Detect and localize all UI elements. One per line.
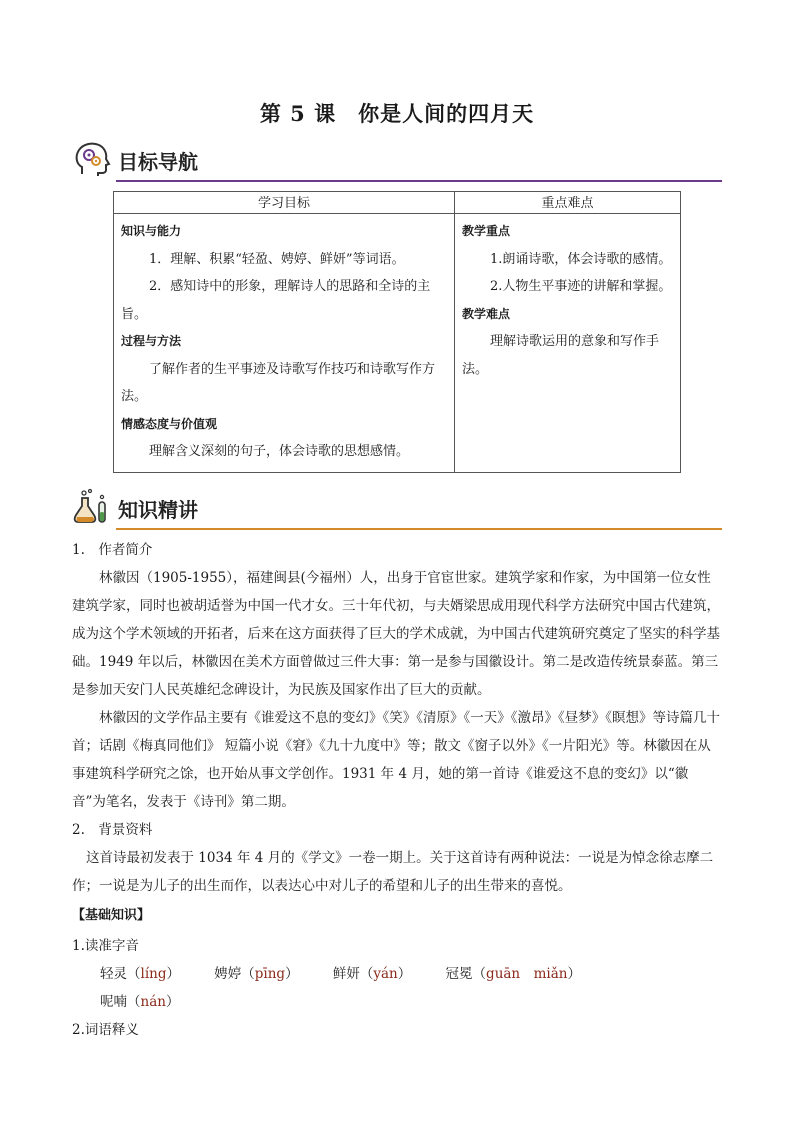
keypoint-subhead: 教学难点 — [462, 306, 511, 321]
page-title: 第 5 课 你是人间的四月天 — [259, 101, 535, 126]
basic-knowledge-head: 【基础知识】 — [72, 908, 151, 923]
goal-item: 1．理解、积累“轻盈、娉婷、鲜妍”等词语。 — [149, 251, 405, 267]
keypoint-subhead: 教学重点 — [462, 224, 511, 238]
pinyin-item: 轻灵（líng） — [100, 966, 180, 982]
subsection-title: 1. 作者简介 — [72, 542, 153, 558]
pinyin-item: 鲜妍（yán） — [332, 966, 412, 982]
goals-table — [113, 191, 681, 473]
keypoint-item: 1.朗诵诗歌，体会诗歌的感情。 — [490, 251, 672, 267]
goals-cell — [114, 214, 455, 473]
question-title: 1.读准字音 — [72, 938, 139, 954]
section-header-goals — [72, 140, 722, 184]
keypoints-cell — [455, 214, 681, 473]
pinyin-item: 娉婷（pīng） — [214, 966, 299, 982]
keypoint-item: 2.人物生平事迹的讲解和掌握。 — [490, 279, 672, 294]
section-rule — [116, 180, 722, 182]
goal-subhead: 过程与方法 — [121, 334, 182, 348]
pinyin-item: 冠冕（guān miǎn） — [445, 966, 581, 982]
goal-item: 了解作者的生平事迹及诗歌写作技巧和诗歌写作方法。 — [121, 361, 436, 404]
keypoint-item: 理解诗歌运用的意象和写作手法。 — [462, 334, 660, 377]
table-header-goals: 学习目标 — [114, 192, 455, 214]
table-header-keypoints: 重点难点 — [455, 192, 681, 214]
section-header-knowledge — [72, 488, 722, 532]
pinyin-list — [72, 960, 722, 1016]
section-rule — [116, 528, 722, 530]
goal-subhead: 情感态度与价值观 — [121, 416, 218, 431]
goal-item: 理解含义深刻的句子，体会诗歌的思想感情。 — [149, 444, 410, 459]
question-title: 2.词语释义 — [72, 1022, 139, 1038]
paragraph: 这首诗最初发表于 1034 年 4 月的《学文》一卷一期上。关于这首诗有两种说法：一说是为悼念徐志摩二作；一说是为儿子的出生而作，以表达心中对儿子的希望和儿子的出生带来的喜悦。 — [72, 850, 714, 894]
knowledge-body — [72, 536, 722, 1044]
head-gears-icon — [72, 140, 112, 180]
pinyin-item: 呢喃（nán） — [100, 994, 180, 1010]
paragraph: 林徽因的文学作品主要有《谁爱这不息的变幻》《笑》《清原》《一天》《激昂》《昼梦》《瞑想》等诗篇几十首；话剧《梅真同他们》 短篇小说《窘》《九十九度中》等；散文《窗子以外》《一片阳光》等。林徽因在从事建筑科学研究之馀，也开始从事文学创作。1931 年 4 月，她的第一首诗《谁爱这不息的变幻》以“徽音”为笔名，发表于《诗刊》第二期。 — [72, 710, 720, 810]
paragraph: 林徽因（1905-1955），福建闽县(今福州）人，出身于官宦世家。建筑学家和作家，为中国第一位女性建筑学家，同时也被胡适誉为中国一代才女。三十年代初，与夫婿梁思成用现代科学方法研究中国古代建筑，成为这个学术领域的开拓者，后来在这方面获得了巨大的学术成就，为中国古代建筑研究奠定了坚实的科学基础。1949 年以后，林徽因在美术方面曾做过三件大事：第一是参与国徽设计。第二是改造传统景泰蓝。第三是参加天安门人民英雄纪念碑设计，为民族及国家作出了巨大的贡献。 — [72, 570, 720, 698]
lab-flask-icon — [72, 488, 112, 528]
subsection-title: 2. 背景资料 — [72, 822, 153, 838]
section-label: 目标导航 — [118, 150, 198, 174]
goal-item: 2．感知诗中的形象，理解诗人的思路和全诗的主旨。 — [121, 279, 431, 322]
goal-subhead: 知识与能力 — [121, 224, 182, 238]
section-label: 知识精讲 — [118, 498, 198, 522]
